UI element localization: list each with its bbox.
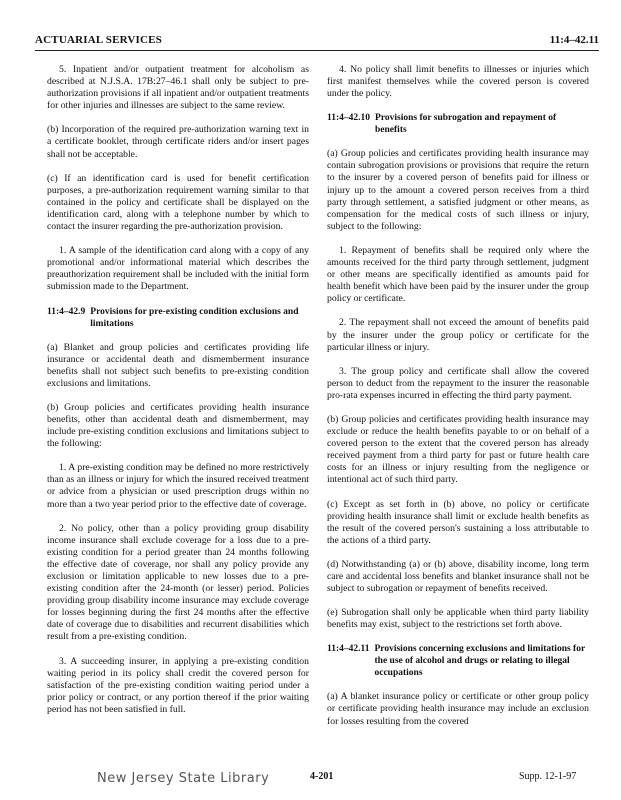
page-number: 4-201 [310, 771, 334, 782]
running-header [35, 34, 599, 51]
header-section-title: ACTUARIAL SERVICES [35, 34, 162, 46]
supplement-date: Supp. 12-1-97 [519, 771, 577, 782]
paragraph: (c) If an identification card is used for benefit certification purposes, a pre-authorization requirement warning similar to that contained in the policy and certificate shall be displayed on the identification card, along with a telephone number by which to contact the insurer regarding the pre-authorization provision. [47, 172, 309, 233]
section-title: Provisions concerning exclusions and limitations for the use of alcohol and drugs or relating to illegal occupations [374, 644, 586, 679]
section-title: Provisions for subrogation and repayment of benefits [375, 113, 557, 136]
section-number: 11:4–42.11 [327, 644, 370, 655]
paragraph: (d) Notwithstanding (a) or (b) above, disability income, long term care and accidental loss benefits and blanket insurance shall not be subject to subrogation or repayment of benefits received. [327, 558, 589, 595]
paragraph: 1. A sample of the identification card along with a copy of any promotional and/or informational material which describes the preauthorization requirement shall be included with the initial form submission made to the Department. [47, 245, 309, 293]
paragraph: 1. A pre-existing condition may be defined no more restrictively than as an illness or injury for which the insured received treatment or advice from a physician or used prescription drugs within no more than a two year period prior to the effective date of coverage. [47, 462, 309, 510]
library-watermark: New Jersey State Library [97, 771, 270, 786]
paragraph: 3. The group policy and certificate shall allow the covered person to deduct from the repayment to the insurer the reasonable pro-rata expenses incurred in effecting the third party payment. [327, 365, 589, 401]
paragraph: (b) Incorporation of the required pre-authorization warning text in a certificate booklet, through certificate riders and/or insert pages shall not be acceptable. [47, 124, 309, 160]
paragraph: (c) Except as set forth in (b) above, no policy or certificate providing health insurance shall limit or exclude health benefits as the result of the covered person's sustaining a loss attributable to the actions of a third party. [327, 498, 589, 546]
section-heading [327, 112, 589, 136]
paragraph: 2. No policy, other than a policy providing group disability income insurance shall exclude coverage for a loss due to a pre-existing condition for a period greater than 24 months following the effective date of coverage, nor shall any policy provide any exclusion or limitation applicable to new losses due to a pre-existing condition after the 24-month (or lesser) period. Policies providing group disability income insurance may exclude coverage for losses beginning during the first 24 months after the effective date of coverage due to disabilities and recurrent disabilities which result from a pre-existing condition. [47, 522, 309, 643]
paragraph: (a) Group policies and certificates providing health insurance may contain subrogation provisions or provisions that require the return to the insurer by a covered person of benefits paid for illness or injury up to the amount a covered person receives from a third party through settlement, a satisfied judgment or other means, as compensation for the medical costs of such illness or injury, subject to the following: [327, 148, 589, 232]
paragraph: (b) Group policies and certificates providing health insurance benefits, other than accidental death and dismemberment, may include pre-existing condition exclusions and limitations subject to the following: [47, 401, 309, 450]
section-heading [47, 306, 309, 330]
section-number: 11:4–42.9 [47, 306, 86, 317]
page-footer [0, 771, 621, 791]
paragraph: 4. No policy shall limit benefits to illnesses or injuries which first manifest themselves while the covered person is covered under the policy. [327, 64, 589, 100]
left-column [47, 64, 309, 728]
section-title: Provisions for pre-existing condition exclusions and limitations [90, 306, 299, 329]
right-column [327, 64, 589, 740]
paragraph: (a) A blanket insurance policy or certificate or other group policy or certificate providing health insurance may include an exclusion for losses resulting from the covered [327, 691, 589, 727]
paragraph: (a) Blanket and group policies and certificates providing life insurance or accidental death and dismemberment insurance benefits shall not subject such benefits to pre-existing condition exclusions and limitations. [47, 341, 309, 389]
paragraph: (b) Group policies and certificates providing health insurance may exclude or reduce the health benefits payable to or on behalf of a covered person to the extent that the covered person has already received payment from a third party for past or future health care costs for an illness or injury resulting from the negligence or intentional act of such third party. [327, 413, 589, 486]
paragraph: 5. Inpatient and/or outpatient treatment for alcoholism as described at N.J.S.A. 17B:27–46.1 shall only be subject to pre-authorization provisions if all inpatient and/or outpatient treatments for other injuries and illnesses are subject to the same review. [47, 64, 309, 112]
header-citation: 11:4–42.11 [549, 34, 599, 46]
paragraph: 2. The repayment shall not exceed the amount of benefits paid by the insurer under the group policy or certificate for the particular illness or injury. [327, 317, 589, 353]
section-number: 11:4–42.10 [327, 113, 371, 124]
paragraph: (e) Subrogation shall only be applicable when third party liability benefits may exist, subject to the restrictions set forth above. [327, 607, 589, 631]
section-heading [327, 643, 589, 679]
paragraph: 3. A succeeding insurer, in applying a pre-existing condition waiting period in its policy shall credit the covered person for satisfaction of the pre-existing condition waiting period under a prior policy or contract, or any portion thereof if the prior waiting period has not been satisfied in full. [47, 655, 309, 715]
paragraph: 1. Repayment of benefits shall be required only where the amounts received for the third party through settlement, judgment or other means are specifically identified as amounts paid for health benefit which have been paid by the insurer under the group policy or certificate. [327, 244, 589, 305]
